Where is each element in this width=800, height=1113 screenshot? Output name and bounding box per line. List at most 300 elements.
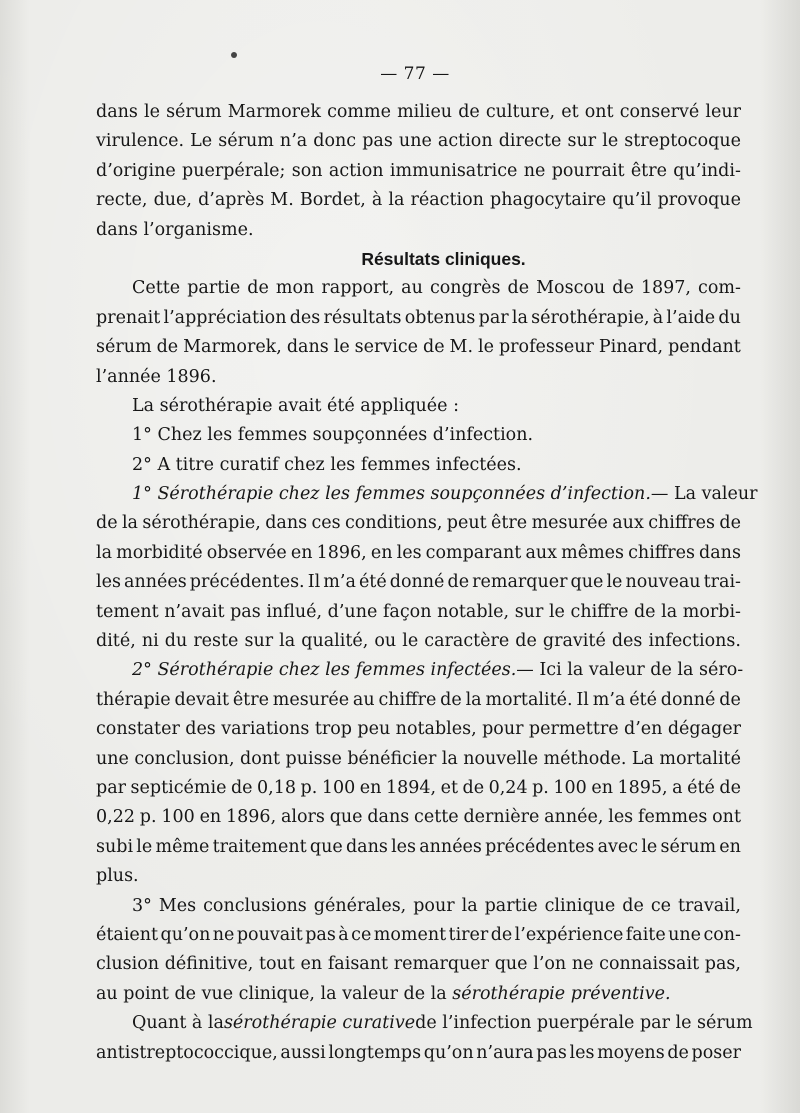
word: 1894, — [385, 777, 437, 798]
word: précédentes — [485, 836, 595, 857]
word: en — [300, 954, 323, 975]
text-line-mixed-3 — [96, 980, 741, 1009]
word: travail, — [677, 895, 741, 916]
word: m’a — [323, 572, 356, 593]
word: puisse — [285, 748, 342, 769]
word: Il — [576, 689, 589, 710]
word: aussi — [280, 1042, 326, 1063]
text-line-item-1 — [96, 480, 758, 509]
word: conclusions — [203, 895, 307, 916]
text-line: l’année 1896. — [96, 366, 217, 387]
word: 3° — [132, 895, 152, 916]
word: sérum — [660, 836, 717, 857]
word: sur — [514, 601, 544, 622]
word: Moscou — [536, 278, 606, 299]
word: comparant — [425, 542, 522, 563]
text-line — [96, 1039, 741, 1068]
word: que — [570, 572, 604, 593]
word: directe — [498, 131, 562, 152]
word: subi — [96, 836, 134, 857]
word: ont — [712, 807, 741, 828]
text-line — [96, 715, 741, 744]
word: provoque — [657, 190, 741, 211]
word: peu — [357, 719, 391, 740]
text-line — [96, 568, 741, 597]
word: M. — [270, 190, 294, 211]
word: année, — [544, 807, 604, 828]
word: aux — [612, 513, 644, 534]
word: que — [329, 807, 363, 828]
word: des — [185, 719, 216, 740]
word: sérum — [218, 131, 274, 152]
word: morbidité — [116, 542, 203, 563]
word: peut — [446, 513, 487, 534]
word: donné — [389, 572, 445, 593]
word: clinique — [544, 895, 616, 916]
word: ce — [351, 924, 372, 945]
word: façon — [382, 601, 432, 622]
word: chiffre — [378, 689, 437, 710]
word: être — [630, 160, 667, 181]
word: en — [370, 542, 393, 563]
word: le — [548, 601, 565, 622]
text-line — [96, 774, 741, 803]
word: 0,22 — [96, 807, 135, 828]
word: le — [478, 337, 494, 358]
word: le — [144, 102, 160, 122]
word: Marmorek — [227, 102, 321, 122]
word: notables, — [395, 719, 477, 740]
word: en — [719, 836, 741, 857]
word: tement — [96, 601, 159, 622]
section-heading: Résultats cliniques. — [361, 248, 526, 269]
word: prenait — [96, 307, 161, 328]
word: la — [461, 895, 478, 916]
body-text — [96, 98, 758, 1068]
ink-speck — [231, 52, 237, 58]
word: dans — [96, 102, 138, 122]
word: même — [155, 836, 210, 857]
word: mon — [275, 278, 315, 299]
word: qu’on — [160, 924, 211, 945]
text-line — [96, 950, 741, 979]
word: ne — [523, 160, 546, 181]
word: de — [622, 895, 644, 916]
word: la — [279, 631, 296, 652]
word: service — [354, 337, 419, 358]
text-line — [96, 186, 741, 215]
word: m’a — [592, 689, 626, 710]
word: Mes — [158, 895, 197, 916]
word: rapport, — [321, 278, 395, 299]
word: mêmes — [561, 542, 625, 563]
word: générales, — [313, 895, 407, 916]
word: influé, — [266, 601, 323, 622]
word: septicémie — [130, 777, 227, 798]
text-line — [96, 921, 741, 950]
word: comme — [327, 102, 391, 122]
text-line — [96, 157, 741, 186]
word: et — [440, 777, 458, 798]
word: l’on — [533, 954, 567, 975]
text-line: plus. — [96, 866, 139, 887]
word: 100 — [553, 777, 587, 798]
word: poser — [691, 1042, 741, 1063]
word: nouveau — [625, 572, 701, 593]
word: trai- — [703, 572, 741, 593]
word: une — [668, 924, 702, 945]
word: de — [719, 513, 741, 534]
text-line-item-2 — [96, 656, 744, 685]
word: été — [629, 689, 657, 710]
word: de — [230, 777, 253, 798]
word: dans — [367, 807, 410, 828]
word: caractère — [424, 631, 510, 652]
word: conditions, — [345, 513, 443, 534]
word: ne — [571, 954, 594, 975]
word: la — [121, 513, 138, 534]
word: milieu — [397, 102, 453, 122]
word: n’a — [279, 131, 308, 152]
italic-run: 2° Sérothérapie chez les femmes infectées. — [132, 660, 517, 681]
word: les — [396, 542, 422, 563]
word: étaient — [96, 924, 159, 945]
word: infections. — [648, 631, 741, 652]
text-line — [96, 598, 741, 627]
word: tout — [258, 954, 295, 975]
word: observée — [206, 542, 287, 563]
word: de — [423, 337, 445, 358]
word: en — [359, 777, 382, 798]
word: permettre — [528, 719, 619, 740]
word: une — [96, 748, 129, 769]
word: n’aura — [476, 1042, 534, 1063]
word: sur — [567, 131, 597, 152]
word: professeur — [498, 337, 594, 358]
word: ne — [212, 924, 235, 945]
word: remarquer — [393, 954, 490, 975]
word: être — [491, 513, 528, 534]
word: de — [612, 278, 634, 299]
text-line — [96, 833, 741, 862]
word: dans — [699, 542, 741, 563]
word: congrès — [429, 278, 501, 299]
word: alors — [280, 807, 325, 828]
word: le — [606, 572, 623, 593]
word: son — [291, 160, 323, 181]
text-line — [96, 745, 741, 774]
word: mesurée — [531, 513, 608, 534]
word: mesurée — [272, 689, 350, 710]
word: leur — [705, 102, 741, 122]
word: con- — [703, 924, 741, 945]
word: action — [328, 160, 384, 181]
word: que — [309, 836, 343, 857]
word: la — [441, 748, 458, 769]
word: années — [419, 836, 482, 857]
word: ni — [141, 631, 159, 652]
word: puerpérale; — [182, 160, 286, 181]
word: pour — [413, 895, 455, 916]
word: l’appréciation — [163, 307, 287, 328]
word: streptocoque — [624, 131, 741, 152]
word: Bordet, — [299, 190, 366, 211]
word: virulence. — [96, 131, 185, 152]
word: sérothérapie, — [142, 513, 261, 534]
word: que — [494, 954, 528, 975]
word: les — [569, 1042, 595, 1063]
word: les — [96, 572, 121, 593]
word: de — [719, 777, 741, 798]
word: p. — [300, 777, 318, 798]
word: moyens — [597, 1042, 665, 1063]
word: 1896, — [226, 807, 277, 828]
word: années — [124, 572, 187, 593]
word: action — [437, 131, 493, 152]
italic-run: sérothérapie préventive. — [452, 983, 671, 1004]
word: 0,24 — [488, 777, 528, 798]
word: sérum — [96, 337, 152, 358]
word: aux — [525, 542, 558, 563]
word: par — [478, 307, 509, 328]
word: donné — [660, 689, 716, 710]
word: méthode. — [543, 748, 627, 769]
word: de — [633, 601, 656, 622]
word: remarquer — [472, 572, 568, 593]
word: de — [447, 572, 470, 593]
word: à — [652, 307, 664, 328]
word: dité, — [96, 631, 136, 652]
word: a — [672, 777, 683, 798]
word: due, — [153, 190, 192, 211]
page-number: — 77 — — [380, 64, 450, 84]
word: La — [631, 748, 654, 769]
text-run: au point de vue clinique, la valeur de la — [96, 983, 447, 1004]
word: d’une — [327, 601, 378, 622]
word: le — [602, 131, 619, 152]
word: qu’on — [423, 1042, 474, 1063]
word: pour — [482, 719, 524, 740]
word: de — [440, 689, 462, 710]
word: de — [96, 513, 118, 534]
word: faisant — [327, 954, 389, 975]
text-line — [96, 333, 741, 362]
word: Marmorek, — [183, 337, 282, 358]
word: avec — [597, 836, 639, 857]
word: le — [136, 836, 153, 857]
word: la — [661, 601, 678, 622]
word: cette — [414, 807, 459, 828]
word: com- — [698, 278, 741, 299]
word: mortalité. — [485, 689, 573, 710]
word: partie — [484, 895, 538, 916]
word: les — [391, 836, 416, 857]
word: 1895, — [617, 777, 668, 798]
word: pourrait — [551, 160, 625, 181]
word: qu’il — [612, 190, 652, 211]
word: 0,18 — [257, 777, 297, 798]
word: des — [611, 631, 643, 652]
word: M. — [449, 337, 474, 358]
italic-run: sérothérapie curative — [223, 1013, 416, 1034]
word: conservé — [619, 102, 700, 122]
word: mortalité — [659, 748, 741, 769]
word: du — [164, 631, 188, 652]
word: moment — [373, 924, 447, 945]
word: antistreptococcique, — [96, 1042, 278, 1063]
text-run: Quant à la — [132, 1013, 224, 1034]
word: pas — [536, 1042, 567, 1063]
text-run: de l’infection puerpérale par le sérum — [415, 1013, 753, 1034]
word: 100 — [321, 777, 356, 798]
word: de — [490, 924, 513, 945]
word: définitive, — [164, 954, 254, 975]
text-line — [96, 627, 741, 656]
word: pas, — [704, 954, 741, 975]
word: de — [458, 102, 480, 122]
text-line — [96, 127, 741, 156]
word: qu’indi- — [673, 160, 741, 181]
word: dernière — [463, 807, 540, 828]
word: été — [358, 572, 387, 593]
word: dans — [286, 337, 329, 358]
word: pas — [305, 924, 336, 945]
word: dans — [265, 513, 308, 534]
text-run: — Ici la valeur de la séro- — [516, 660, 744, 681]
word: de — [247, 278, 269, 299]
word: chiffres — [628, 542, 695, 563]
word: l’aide — [666, 307, 716, 328]
word: conclusion, — [134, 748, 235, 769]
word: constater — [96, 719, 180, 740]
word: d’en — [624, 719, 663, 740]
text-line — [96, 274, 741, 303]
word: ou — [374, 631, 397, 652]
word: ce — [650, 895, 671, 916]
word: devait — [174, 689, 229, 710]
text-line — [96, 892, 741, 921]
word: le — [333, 337, 350, 358]
word: dégager — [667, 719, 741, 740]
word: 100 — [161, 807, 195, 828]
word: notable, — [437, 601, 510, 622]
word: dans — [345, 836, 388, 857]
word: reste — [193, 631, 239, 652]
text-line: 2° A titre curatif chez les femmes infectées. — [132, 454, 522, 475]
word: qualité, — [301, 631, 369, 652]
word: d’origine — [96, 160, 176, 181]
word: thérapie — [96, 689, 171, 710]
word: par — [96, 777, 127, 798]
text-line: La sérothérapie avait été appliquée : — [132, 395, 459, 416]
word: faite — [625, 924, 666, 945]
word: pouvait — [236, 924, 303, 945]
word: au — [401, 278, 423, 299]
text-line-mixed-4 — [96, 1009, 753, 1038]
word: traitement — [212, 836, 307, 857]
word: la — [388, 190, 405, 211]
word: trop — [314, 719, 352, 740]
word: variations — [221, 719, 310, 740]
text-line — [96, 686, 741, 715]
word: le — [641, 836, 658, 857]
word: pas — [362, 131, 393, 152]
word: de — [507, 278, 530, 299]
word: de — [667, 1042, 689, 1063]
italic-run: 1° Sérothérapie chez les femmes soupçonnées d’infection. — [132, 484, 651, 505]
word: à — [371, 190, 383, 211]
word: Le — [190, 131, 213, 152]
word: de — [156, 337, 179, 358]
word: à — [338, 924, 349, 945]
word: Cette — [132, 278, 181, 299]
word: de — [719, 689, 741, 710]
word: résultats — [323, 307, 402, 328]
word: partie — [187, 278, 241, 299]
word: d’après — [198, 190, 265, 211]
word: sur — [244, 631, 274, 652]
word: en — [199, 807, 222, 828]
word: le — [402, 631, 419, 652]
text-line: dans l’organisme. — [96, 219, 254, 240]
word: en — [290, 542, 313, 563]
word: la — [511, 307, 528, 328]
word: être — [232, 689, 269, 710]
word: immunisatrice — [389, 160, 518, 181]
word: nouvelle — [463, 748, 539, 769]
text-run: — La valeur — [650, 484, 758, 505]
word: ont — [584, 102, 614, 122]
text-line: 1° Chez les femmes soupçonnées d’infection. — [132, 425, 534, 446]
word: dont — [240, 748, 281, 769]
word: la — [96, 542, 113, 563]
word: tirer — [448, 924, 489, 945]
word: pas — [230, 601, 261, 622]
word: Il — [307, 572, 321, 593]
word: au — [352, 689, 375, 710]
word: clusion — [96, 954, 160, 975]
word: chiffres — [648, 513, 716, 534]
word: du — [718, 307, 741, 328]
text-line — [96, 98, 741, 127]
word: obtenus — [404, 307, 476, 328]
word: réaction — [410, 190, 484, 211]
word: de — [462, 777, 485, 798]
word: 1896, — [316, 542, 367, 563]
word: et — [561, 102, 579, 122]
word: femmes — [637, 807, 708, 828]
word: de — [515, 631, 537, 652]
word: la — [465, 689, 482, 710]
word: précédentes. — [189, 572, 305, 593]
word: Pinard, — [598, 337, 664, 358]
word: donc — [313, 131, 357, 152]
word: morbi- — [682, 601, 741, 622]
word: sérothérapie, — [531, 307, 650, 328]
word: culture, — [485, 102, 556, 122]
word: sérum — [166, 102, 222, 122]
word: p. — [532, 777, 549, 798]
word: une — [398, 131, 432, 152]
word: ces — [311, 513, 341, 534]
word: gravité — [542, 631, 606, 652]
word: longtemps — [328, 1042, 422, 1063]
word: en — [591, 777, 613, 798]
word: pendant — [668, 337, 741, 358]
text-line — [96, 304, 741, 333]
word: recte, — [96, 190, 148, 211]
word: 1897, — [640, 278, 691, 299]
